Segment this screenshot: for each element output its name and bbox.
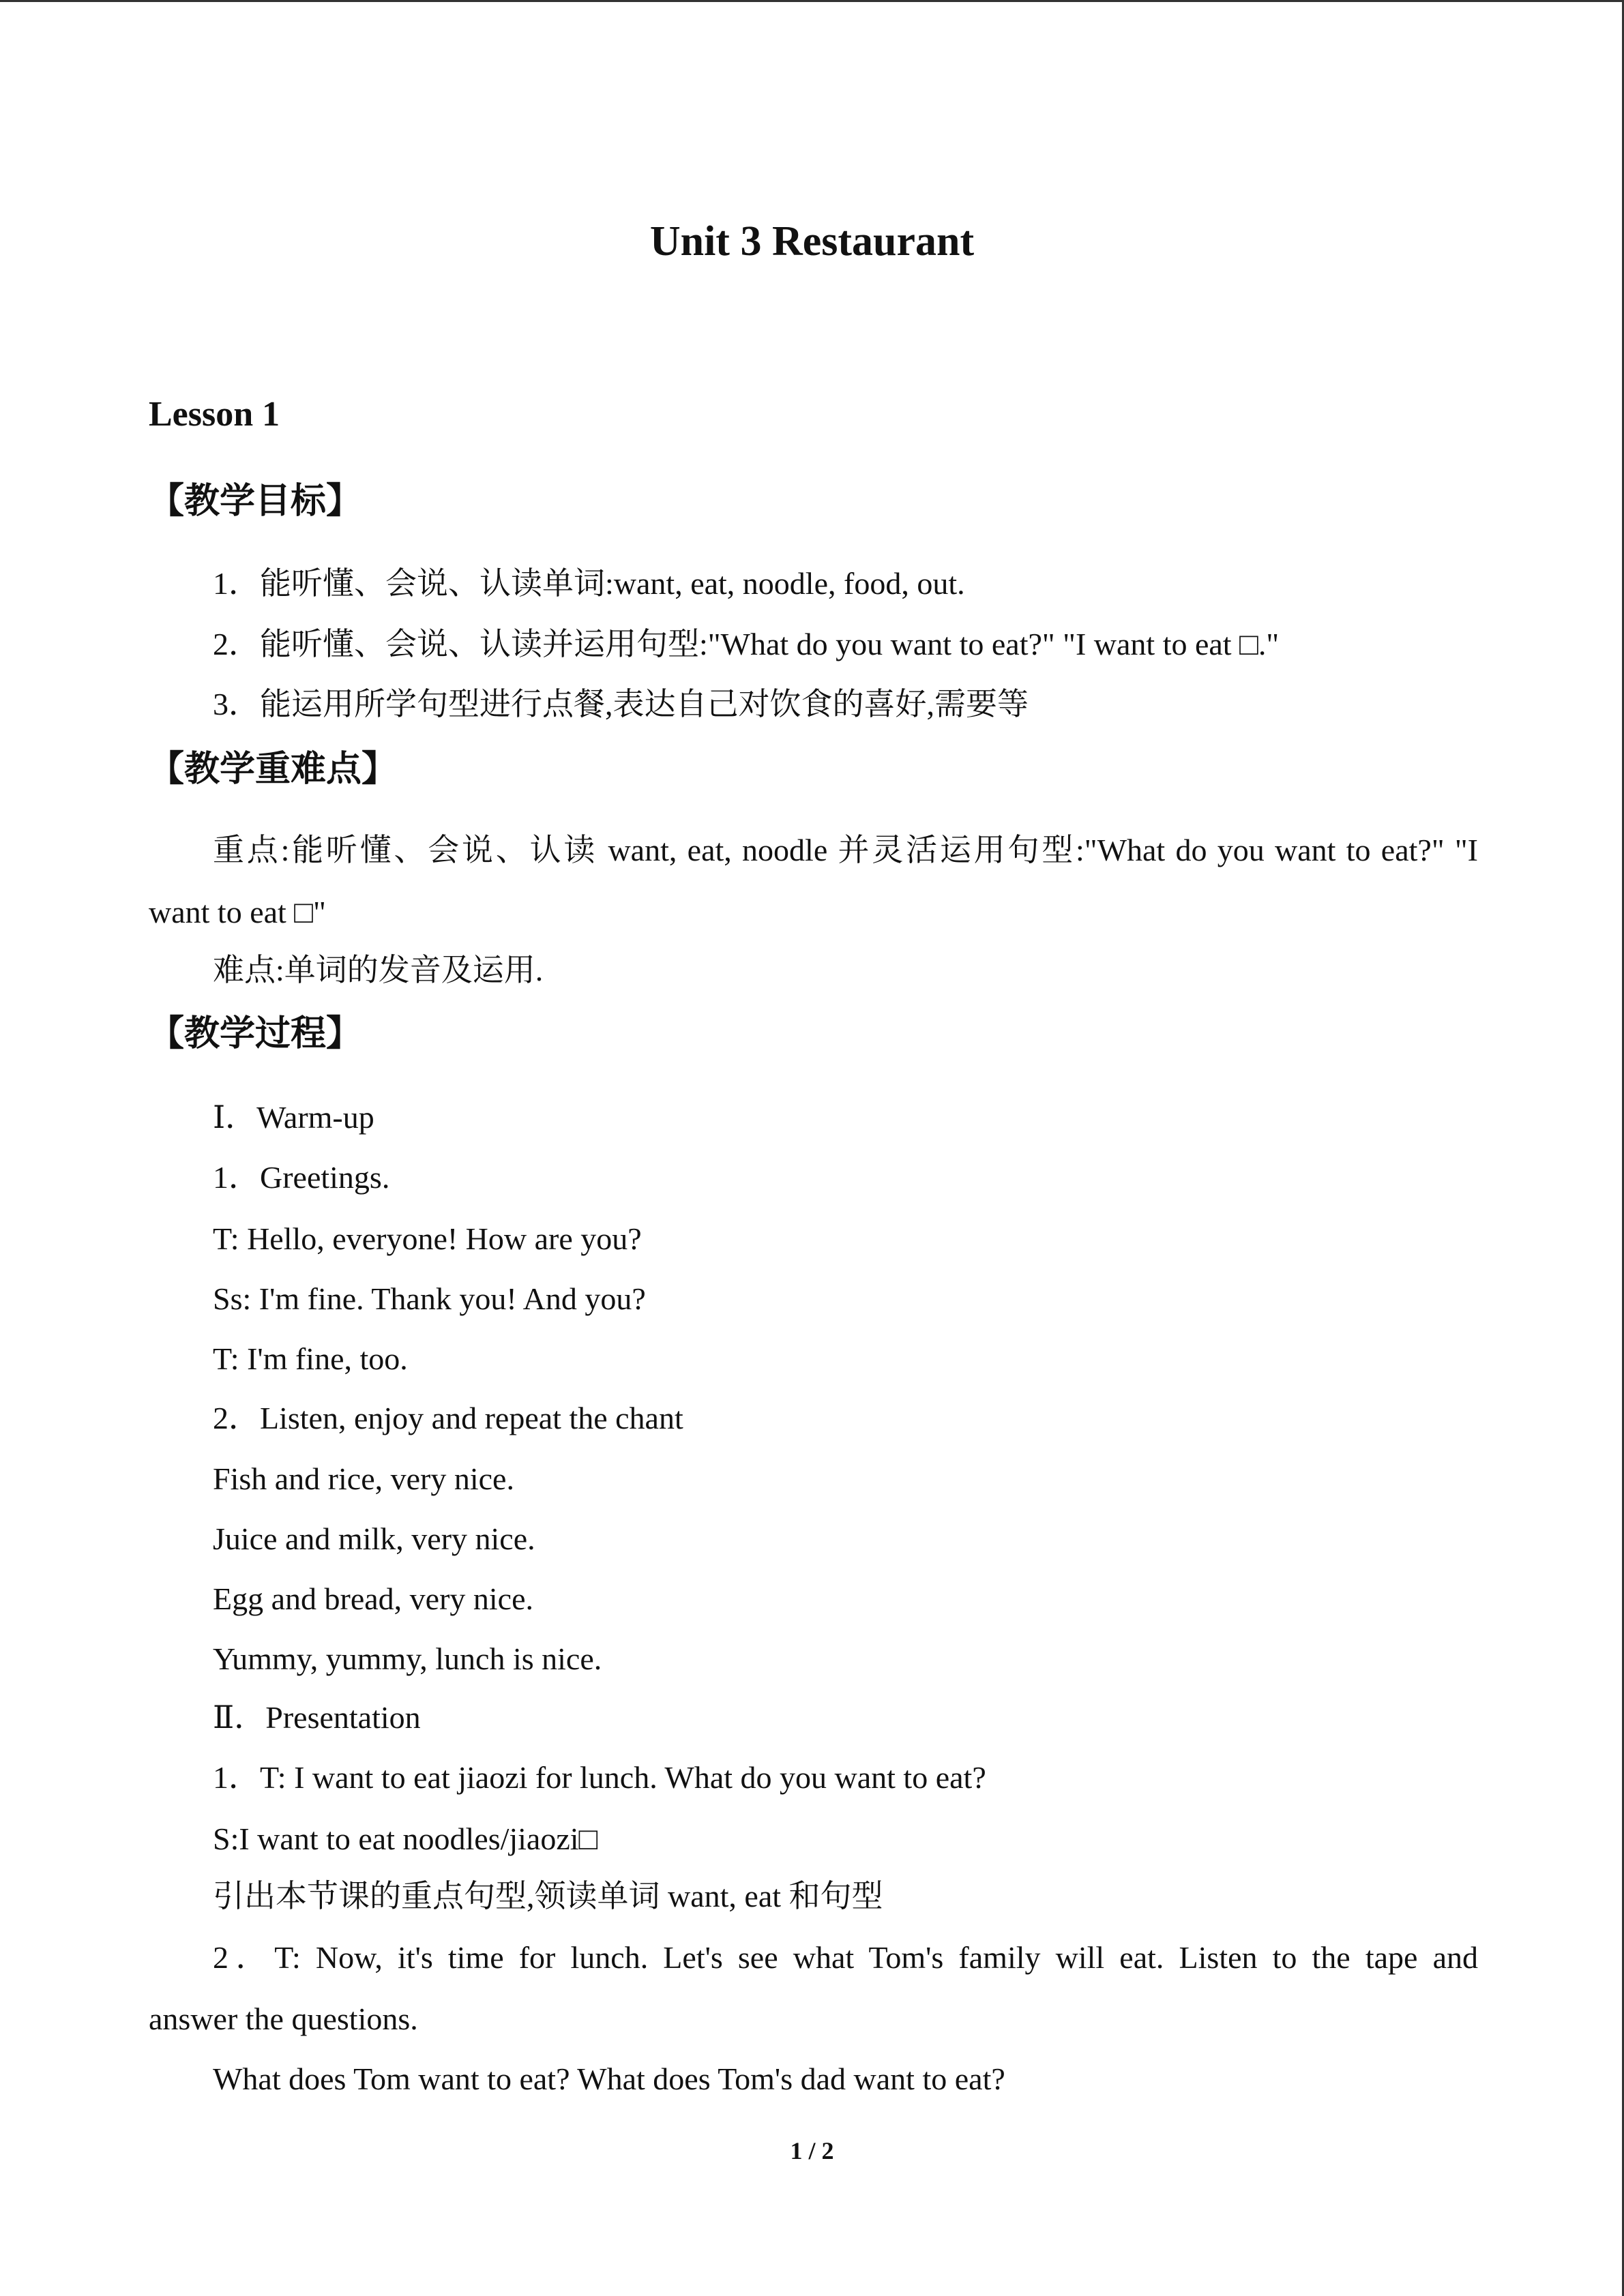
objective-item: 3．能运用所学句型进行点餐,表达自己对饮食的喜好,需要等 [213,687,1029,721]
presentation-note: 引出本节课的重点句型,领读单词 want, eat 和句型 [213,1879,883,1913]
document-title: Unit 3 Restaurant [649,218,975,265]
dialogue-line: T: I'm fine, too. [213,1341,408,1376]
presentation-teacher-line: 1．T: I want to eat jiaozi for lunch. What do you want to eat? [213,1760,986,1795]
lesson-heading: Lesson 1 [149,395,280,434]
warmup-heading: Ⅰ．Warm-up [213,1100,374,1135]
presentation-step2-line2: answer the questions. [149,2001,418,2036]
section-process-heading: 【教学过程】 [149,1013,362,1054]
section-key-points-heading: 【教学重难点】 [149,749,398,790]
section-objectives-heading: 【教学目标】 [149,481,362,522]
chant-heading: 2．Listen, enjoy and repeat the chant [213,1401,683,1435]
objective-item: 2．能听懂、会说、认读并运用句型:"What do you want to eat?" "I want to eat □." [213,627,1280,661]
presentation-student-line: S:I want to eat noodles/jiaozi□ [213,1821,598,1856]
chant-line: Yummy, yummy, lunch is nice. [213,1641,602,1676]
greetings-heading: 1．Greetings. [213,1160,390,1195]
dialogue-line: Ss: I'm fine. Thank you! And you? [213,1281,646,1316]
objective-item: 1．能听懂、会说、认读单词:want, eat, noodle, food, out. [213,566,965,601]
chant-line: Fish and rice, very nice. [213,1461,514,1496]
presentation-questions: What does Tom want to eat? What does Tom's dad want to eat? [213,2061,1005,2096]
chant-line: Egg and bread, very nice. [213,1581,534,1616]
page-number: 1 / 2 [790,2137,834,2164]
focus-paragraph-line2: want to eat □" [149,895,326,929]
presentation-heading: Ⅱ．Presentation [213,1700,421,1735]
dialogue-line: T: Hello, everyone! How are you? [213,1221,642,1256]
chant-line: Juice and milk, very nice. [213,1521,535,1556]
difficulty-paragraph: 难点:单词的发音及运用. [213,953,544,987]
presentation-step2-line1: 2．T: Now, it's time for lunch. Let's see what Tom's family will eat. Listen to the tape and [213,1940,1478,1975]
focus-paragraph-line1: 重点:能听懂、会说、认读 want, eat, noodle 并灵活运用句型:"What do you want to eat?" "I [213,833,1478,867]
